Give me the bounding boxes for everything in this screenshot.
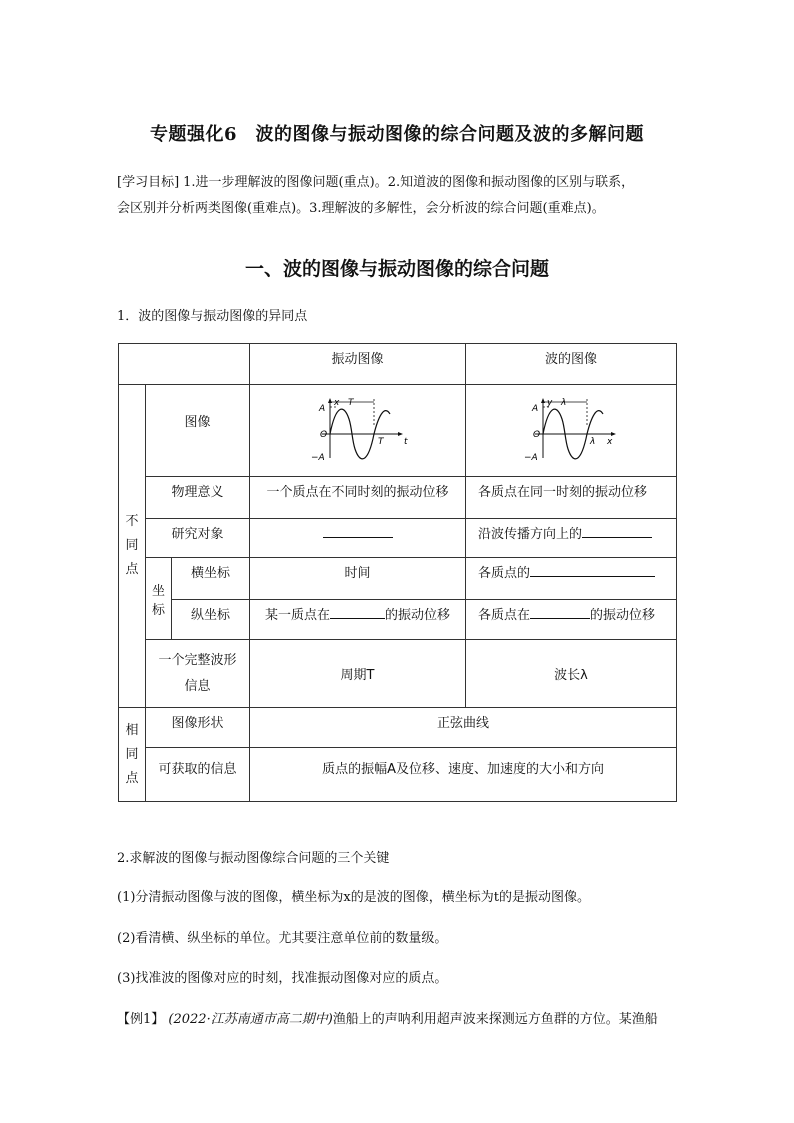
row-coord-label: 坐标 — [146, 558, 172, 640]
table-corner — [119, 344, 250, 385]
goals-line-2: 会区别并分析两类图像(重难点)。3.理解波的多解性，会分析波的综合问题(重难点)。 — [117, 201, 605, 216]
comparison-table — [118, 343, 677, 802]
vib-ordinate-text-a: 某一质点在 — [265, 608, 331, 623]
group-diff-char-2: 同 — [125, 538, 139, 553]
wave-ordinate-blank[interactable] — [530, 604, 590, 619]
wave-ordinate-cell — [466, 600, 677, 640]
example-1 — [117, 1008, 658, 1027]
vib-y-axis-label: x — [333, 397, 339, 408]
vib-origin: O — [319, 429, 327, 440]
goals-text-1: 1.进一步理解波的图像问题(重点)。2.知道波的图像和振动图像的区别与联系， — [183, 175, 635, 190]
wave-full: 波长λ — [466, 640, 677, 708]
learning-goals — [117, 170, 677, 222]
key-1: (1)分清振动图像与波的图像，横坐标为x的是波的图像，横坐标为t的是振动图像。 — [117, 890, 590, 905]
row-full-label-2: 信息 — [184, 678, 211, 694]
wave-length-marker: λ — [590, 436, 596, 447]
wave-meaning: 各质点在同一时刻的振动位移 — [466, 477, 677, 519]
wave-length-label: λ — [561, 397, 567, 408]
vib-abscissa: 时间 — [250, 558, 466, 600]
key-2: (2)看清横、纵坐标的单位。尤其要注意单位前的数量级。 — [117, 931, 448, 946]
example-label: 【例1】 — [117, 1012, 165, 1027]
shape-value: 正弦曲线 — [250, 708, 677, 748]
vib-period-marker: T — [377, 436, 384, 447]
vib-x-arrow — [398, 432, 403, 436]
row-meaning-label: 物理意义 — [146, 477, 250, 519]
vib-amp-neg: −A — [310, 452, 325, 463]
example-text: 渔船上的声呐利用超声波来探测远方鱼群的方位。某渔船 — [332, 1012, 658, 1027]
header-vibration: 振动图像 — [250, 344, 466, 385]
wave-x-axis-label: x — [607, 436, 613, 447]
vib-ordinate-text-b: 的振动位移 — [385, 608, 451, 623]
wave-ordinate-text-a: 各质点在 — [478, 608, 531, 623]
wave-abscissa-text: 各质点的 — [478, 566, 531, 581]
row-image-label: 图像 — [146, 385, 250, 477]
row-full-label — [146, 640, 250, 708]
row-info-label: 可获取的信息 — [146, 748, 250, 802]
section-title: 一、波的图像与振动图像的综合问题 — [244, 258, 549, 280]
vib-period-label: T — [347, 397, 354, 408]
wave-abscissa-cell — [466, 558, 677, 600]
vib-full: 周期T — [250, 640, 466, 708]
vib-object-blank[interactable] — [323, 523, 393, 538]
goals-line-1 — [117, 170, 677, 196]
wave-chart-cell — [466, 385, 677, 477]
group-different — [119, 385, 146, 708]
wave-y-axis-label: y — [547, 397, 553, 408]
row-object-label: 研究对象 — [146, 519, 250, 558]
group-same-char-1: 相 — [125, 722, 139, 738]
wave-object-cell — [466, 519, 677, 558]
row-shape-label: 图像形状 — [146, 708, 250, 748]
group-diff-char-3: 点 — [125, 562, 139, 577]
wave-ordinate-text-b: 的振动位移 — [590, 608, 656, 623]
vib-ordinate-blank[interactable] — [330, 604, 385, 619]
wave-amp-neg: −A — [524, 452, 538, 463]
vib-object-cell — [250, 519, 466, 558]
vib-x-axis-label: t — [403, 436, 408, 447]
goals-lead: [学习目标] — [117, 175, 180, 190]
row-abscissa-label: 横坐标 — [172, 558, 250, 600]
example-source: (2022·江苏南通市高二期中) — [168, 1012, 333, 1027]
header-wave: 波的图像 — [466, 344, 677, 385]
group-same — [119, 708, 146, 802]
info-value: 质点的振幅A及位移、速度、加速度的大小和方向 — [250, 748, 677, 802]
point-1-heading: 1．波的图像与振动图像的异同点 — [117, 309, 308, 324]
vib-amp-pos: A — [318, 403, 325, 414]
vib-ordinate-cell — [250, 600, 466, 640]
wave-x-arrow — [611, 432, 616, 436]
wave-amp-pos: A — [532, 403, 539, 414]
group-same-char-2: 同 — [125, 746, 139, 762]
vibration-chart-cell — [250, 385, 466, 477]
page-title: 专题强化6 波的图像与振动图像的综合问题及波的多解问题 — [149, 124, 645, 145]
group-diff-char-1: 不 — [125, 514, 139, 529]
wave-object-text: 沿波传播方向上的 — [478, 527, 583, 542]
row-full-label-1: 一个完整波形 — [158, 652, 237, 668]
key-3: (3)找准波的图像对应的时刻，找准振动图像对应的质点。 — [117, 971, 448, 986]
wave-abscissa-blank[interactable] — [530, 562, 655, 577]
wave-graph — [521, 396, 621, 466]
wave-object-blank[interactable] — [582, 523, 652, 538]
vibration-graph — [308, 396, 408, 466]
group-same-char-3: 点 — [125, 770, 139, 786]
point-2-heading: 2.求解波的图像与振动图像综合问题的三个关键 — [117, 851, 390, 866]
vib-meaning: 一个质点在不同时刻的振动位移 — [250, 477, 466, 519]
row-ordinate-label: 纵坐标 — [172, 600, 250, 640]
wave-origin: O — [533, 429, 541, 440]
